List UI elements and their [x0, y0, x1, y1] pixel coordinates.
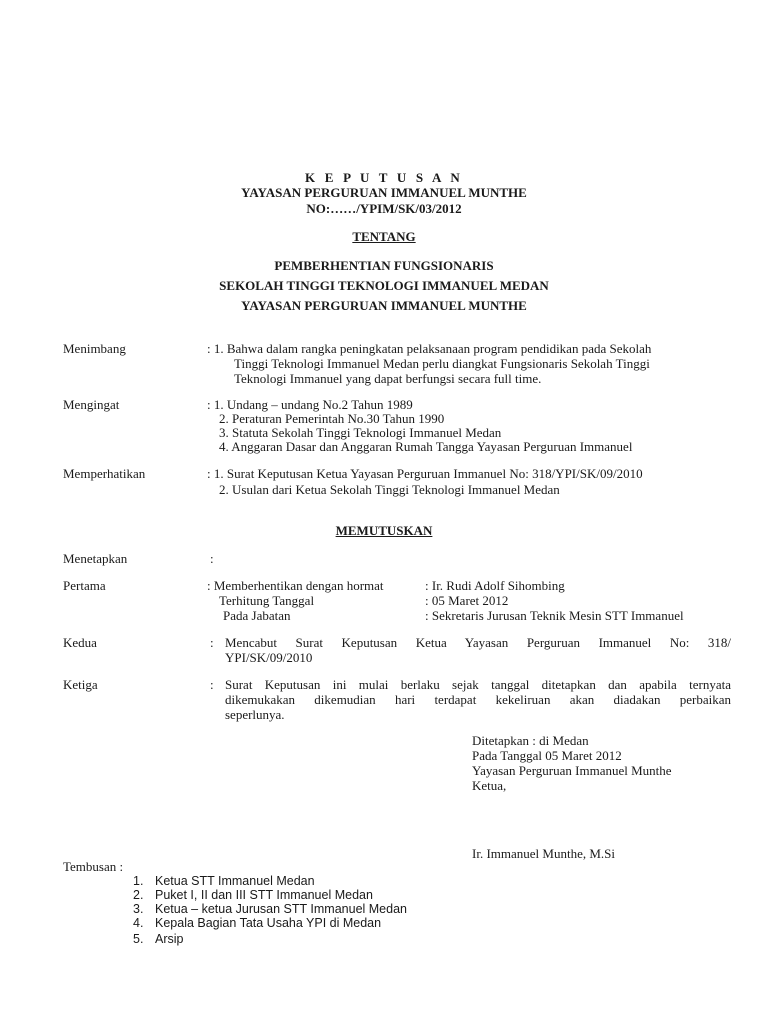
subject-line-2: SEKOLAH TINGGI TEKNOLOGI IMMANUEL MEDAN — [219, 278, 549, 293]
pertama-row-left: Terhitung Tanggal — [219, 593, 315, 608]
mengingat-item: 3. Statuta Sekolah Tinggi Teknologi Immanuel Medan — [219, 425, 502, 440]
signature-org: Yayasan Perguruan Immanuel Munthe — [472, 763, 672, 778]
pertama-row-right: : Ir. Rudi Adolf Sihombing — [425, 578, 565, 593]
ketiga-label: Ketiga — [63, 677, 98, 692]
ketiga-colon: : — [210, 677, 214, 692]
tembusan-num: 4. — [133, 916, 144, 930]
tembusan-item: Kepala Bagian Tata Usaha YPI di Medan — [155, 916, 382, 930]
tentang-heading: TENTANG — [352, 229, 416, 244]
tembusan-item: Ketua – ketua Jurusan STT Immanuel Medan — [155, 902, 407, 916]
menetapkan-label: Menetapkan — [63, 551, 128, 566]
pertama-label: Pertama — [63, 578, 106, 593]
memutuskan-heading: MEMUTUSKAN — [335, 523, 433, 538]
ketiga-line: dikemukakan dikemudian hari terdapat kekeliruan akan diadakan perbaikan — [225, 692, 731, 707]
subject-line-3: YAYASAN PERGURUAN IMMANUEL MUNTHE — [241, 298, 527, 313]
kedua-label: Kedua — [63, 635, 97, 650]
memperhatikan-item: 2. Usulan dari Ketua Sekolah Tinggi Teknologi Immanuel Medan — [219, 482, 560, 497]
menimbang-line: Teknologi Immanuel yang dapat berfungsi secara full time. — [234, 371, 542, 386]
menetapkan-colon: : — [210, 551, 214, 566]
mengingat-item: 2. Peraturan Pemerintah No.30 Tahun 1990 — [219, 411, 445, 426]
subject-line-1: PEMBERHENTIAN FUNGSIONARIS — [274, 258, 494, 273]
signature-role: Ketua, — [472, 778, 507, 793]
pertama-row-left: Pada Jabatan — [223, 608, 291, 623]
document-title: K E P U T U S A N — [305, 170, 463, 185]
menimbang-line: Tinggi Teknologi Immanuel Medan perlu diangkat Fungsionaris Sekolah Tinggi — [234, 356, 650, 371]
tembusan-num: 1. — [133, 874, 144, 888]
memperhatikan-item: : 1. Surat Keputusan Ketua Yayasan Perguruan Immanuel No: 318/YPI/SK/09/2010 — [207, 466, 643, 481]
memperhatikan-label: Memperhatikan — [63, 466, 146, 481]
tembusan-item: Arsip — [155, 932, 184, 946]
pertama-row-left: : Memberhentikan dengan hormat — [207, 578, 384, 593]
kedua-paragraph — [225, 635, 731, 665]
pertama-row-right: : Sekretaris Jurusan Teknik Mesin STT Immanuel — [425, 608, 684, 623]
ditetapkan-place: Ditetapkan : di Medan — [472, 733, 589, 748]
kedua-colon: : — [210, 635, 214, 650]
tembusan-item: Ketua STT Immanuel Medan — [155, 874, 315, 888]
tembusan-item: Puket I, II dan III STT Immanuel Medan — [155, 888, 373, 902]
ketiga-line: seperlunya. — [225, 707, 285, 722]
mengingat-item: : 1. Undang – undang No.2 Tahun 1989 — [207, 397, 413, 412]
pertama-row-right: : 05 Maret 2012 — [425, 593, 509, 608]
mengingat-label: Mengingat — [63, 397, 120, 412]
tembusan-num: 3. — [133, 902, 144, 916]
decree-number: NO:……/YPIM/SK/03/2012 — [306, 201, 462, 216]
mengingat-item: 4. Anggaran Dasar dan Anggaran Rumah Tangga Yayasan Perguruan Immanuel — [219, 439, 633, 454]
ditetapkan-date: Pada Tanggal 05 Maret 2012 — [472, 748, 622, 763]
org-heading: YAYASAN PERGURUAN IMMANUEL MUNTHE — [241, 185, 527, 200]
tembusan-num: 5. — [133, 932, 144, 946]
tembusan-num: 2. — [133, 888, 144, 902]
ketiga-line: Surat Keputusan ini mulai berlaku sejak tanggal ditetapkan dan apabila ternyata — [225, 677, 731, 692]
signatory-name: Ir. Immanuel Munthe, M.Si — [472, 846, 615, 861]
kedua-line: YPI/SK/09/2010 — [225, 650, 313, 665]
menimbang-label: Menimbang — [63, 341, 126, 356]
ketiga-paragraph — [225, 677, 731, 722]
menimbang-line: : 1. Bahwa dalam rangka peningkatan pelaksanaan program pendidikan pada Sekolah — [207, 341, 652, 356]
kedua-line: Mencabut Surat Keputusan Ketua Yayasan Perguruan Immanuel No: 318/ — [225, 635, 731, 650]
tembusan-label: Tembusan : — [63, 859, 124, 874]
